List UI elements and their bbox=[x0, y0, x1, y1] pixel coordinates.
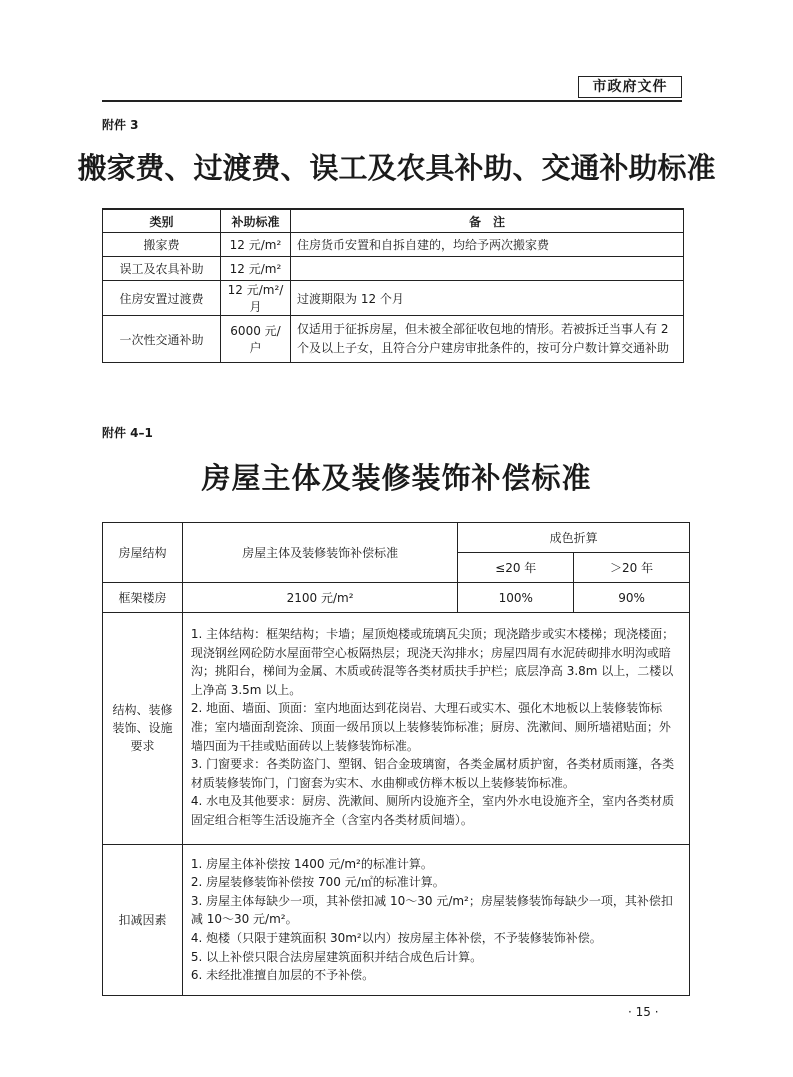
row-standard: 12 元/m² bbox=[221, 257, 291, 281]
document-category-badge: 市政府文件 bbox=[578, 76, 682, 98]
deductions-label: 扣减因素 bbox=[103, 844, 183, 995]
row-category: 一次性交通补助 bbox=[103, 316, 221, 363]
deduction-item: 5. 以上补偿只限合法房屋建筑面积并结合成色后计算。 bbox=[190, 949, 483, 964]
annex-3-label: 附件 3 bbox=[102, 118, 139, 132]
table-row bbox=[103, 281, 684, 316]
deductions-cell bbox=[182, 844, 689, 995]
annex-4-1-label: 附件 4–1 bbox=[102, 426, 153, 440]
row-standard: 6000 元/户 bbox=[221, 316, 291, 363]
row-note: 住房货币安置和自拆自建的，均给予两次搬家费 bbox=[291, 233, 684, 257]
header-gt-20-years: ＞20 年 bbox=[574, 553, 690, 583]
compensation-standard-table bbox=[102, 522, 690, 996]
header-note: 备 注 bbox=[291, 209, 684, 233]
header-category: 类别 bbox=[103, 209, 221, 233]
row-note bbox=[291, 257, 684, 281]
deduction-item: 4. 炮楼（只限于建筑面积 30m²以内）按房屋主体补偿，不予装修装饰补偿。 bbox=[190, 930, 602, 945]
row-standard: 12 元/m²/月 bbox=[221, 281, 291, 316]
row-category: 搬家费 bbox=[103, 233, 221, 257]
deduction-item: 2. 房屋装修装饰补偿按 700 元/㎡的标准计算。 bbox=[190, 875, 445, 890]
header-structure: 房屋结构 bbox=[103, 523, 183, 583]
deduction-item: 1. 房屋主体补偿按 1400 元/m²的标准计算。 bbox=[190, 856, 433, 871]
requirement-item: 4. 水电及其他要求：厨房、洗漱间、厕所内设施齐全，室内外水电设施齐全，室内各类材质固定组合柜等生活设施齐全（含室内各类材质间墙）。 bbox=[190, 794, 675, 827]
table-row bbox=[103, 257, 684, 281]
deduction-item: 6. 未经批准擅自加层的不予补偿。 bbox=[190, 968, 375, 983]
row-note: 过渡期限为 12 个月 bbox=[291, 281, 684, 316]
row-category: 误工及农具补助 bbox=[103, 257, 221, 281]
row-le-20-rate: 100% bbox=[458, 583, 574, 613]
deduction-item: 3. 房屋主体每缺少一项，其补偿扣减 10～30 元/m²；房屋装修装饰每缺少一项，其补偿扣减 10～30 元/m²。 bbox=[190, 893, 673, 927]
requirement-item: 3. 门窗要求：各类防盗门、塑钢、铝合金玻璃窗，各类金属材质护窗，各类材质雨篷，各类材质装修装饰门，门窗套为实木、水曲柳或仿榉木板以上装修装饰标准。 bbox=[190, 757, 675, 790]
requirements-label: 结构、装修装饰、设施要求 bbox=[103, 613, 183, 845]
row-category: 住房安置过渡费 bbox=[103, 281, 221, 316]
header-standard: 补助标准 bbox=[221, 209, 291, 233]
annex-3-title: 搬家费、过渡费、误工及农具补助、交通补助标准 bbox=[77, 151, 716, 185]
table-row bbox=[103, 316, 684, 363]
header-rule bbox=[102, 100, 682, 102]
annex-4-1-title: 房屋主体及装修装饰补偿标准 bbox=[201, 461, 592, 495]
table-header-row bbox=[103, 209, 684, 233]
row-gt-20-rate: 90% bbox=[574, 583, 690, 613]
table-row bbox=[103, 613, 690, 845]
header-depreciation: 成色折算 bbox=[458, 523, 690, 553]
row-standard: 12 元/m² bbox=[221, 233, 291, 257]
requirement-item: 2. 地面、墙面、顶面：室内地面达到花岗岩、大理石或实木、强化木地板以上装修装饰标准；室内墙面刮瓷涂、顶面一级吊顶以上装修装饰标准；厨房、洗漱间、厕所墙裙贴面；外墙四面为干挂或贴面砖以上装修装饰标准。 bbox=[190, 701, 671, 753]
requirement-item: 1. 主体结构：框架结构；卡墙；屋顶炮楼或琉璃瓦尖顶；现浇踏步或实木楼梯；现浇楼面；现浇钢丝网砼防水屋面带空心板隔热层；现浇天沟排水；房屋四周有水泥砖砌排水明沟或暗沟；挑阳台，梯间为金属、木质或砖混等各类材质扶手护栏；底层净高 3.8m 以上，二楼以上净高 3.5m 以上。 bbox=[190, 627, 675, 697]
header-standard: 房屋主体及装修装饰补偿标准 bbox=[182, 523, 457, 583]
table-row bbox=[103, 844, 690, 995]
page-number: · 15 · bbox=[628, 1005, 659, 1019]
row-price: 2100 元/m² bbox=[182, 583, 457, 613]
row-structure-type: 框架楼房 bbox=[103, 583, 183, 613]
subsidy-standard-table bbox=[102, 208, 684, 363]
table-header-row bbox=[103, 523, 690, 553]
table-row bbox=[103, 583, 690, 613]
table-row bbox=[103, 233, 684, 257]
header-le-20-years: ≤20 年 bbox=[458, 553, 574, 583]
requirements-cell bbox=[182, 613, 689, 845]
row-note: 仅适用于征拆房屋，但未被全部征收包地的情形。若被拆迁当事人有 2 个及以上子女，且符合分户建房审批条件的，按可分户数计算交通补助 bbox=[291, 316, 684, 363]
